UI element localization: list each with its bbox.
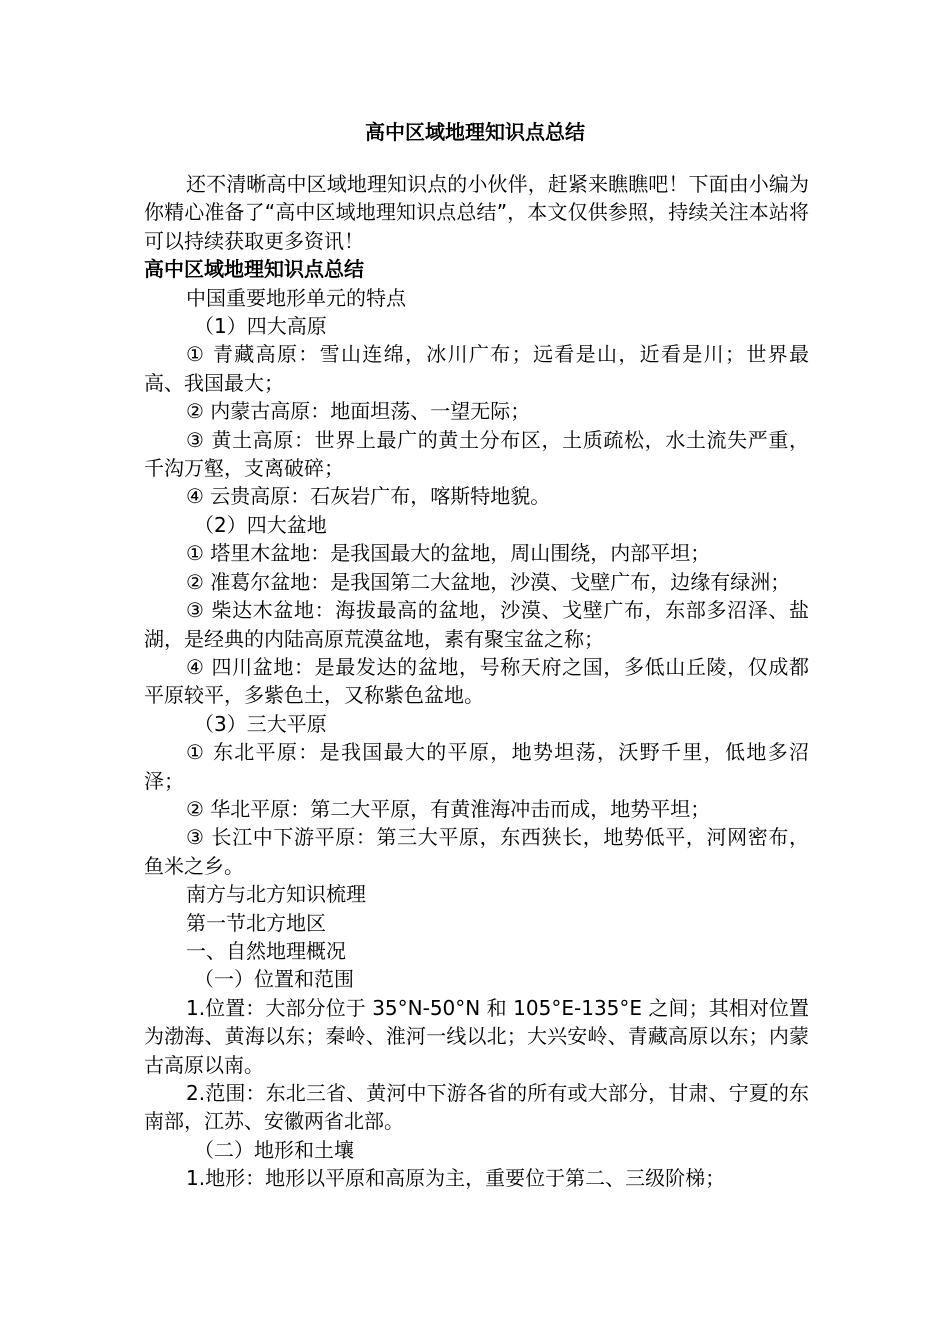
list-heading: （2）四大盆地	[194, 512, 327, 537]
list-item: ① 塔里木盆地：是我国最大的盆地，周山围绕，内部平坦；	[186, 541, 711, 566]
document-title: 高中区域地理知识点总结	[365, 120, 585, 144]
list-heading: （一）位置和范围	[194, 967, 354, 992]
list-heading: （3）三大平原	[194, 711, 327, 736]
list-item: ① 东北平原：是我国最大的平原，地势坦荡，沃野千里，低地多沼泽；	[144, 740, 809, 793]
list-item: ② 准葛尔盆地：是我国第二大盆地，沙漠、戈壁广布，边缘有绿洲；	[186, 569, 791, 594]
section-heading: 高中区域地理知识点总结	[144, 257, 364, 282]
body-paragraph: 1.地形：地形以平原和高原为主，重要位于第二、三级阶梯；	[186, 1166, 726, 1191]
list-item: ② 华北平原：第二大平原，有黄淮海冲击而成，地势平坦；	[186, 796, 711, 821]
list-heading: （二）地形和土壤	[194, 1137, 354, 1162]
list-heading: （1）四大高原	[194, 314, 327, 339]
intro-paragraph: 还不清晰高中区域地理知识点的小伙伴，赶紧来瞧瞧吧！下面由小编为你精心准备了“高中区域地理知识点总结”，本文仅供参照，持续关注本站将可以持续获取更多资讯！	[144, 172, 809, 253]
list-item: ④ 云贵高原：石灰岩广布，喀斯特地貌。	[186, 484, 551, 509]
list-item: ③ 长江中下游平原：第三大平原，东西狭长，地势低平，河网密布，鱼米之乡。	[144, 825, 809, 878]
body-paragraph: 1.位置：大部分位于 35°N-50°N 和 105°E-135°E 之间；其相对位置为渤海、黄海以东；秦岭、淮河一线以北；大兴安岭、青藏高原以东；内蒙古高原以南。	[144, 995, 809, 1077]
body-paragraph: 2.范围：东北三省、黄河中下游各省的所有或大部分，甘肃、宁夏的东南部，江苏、安徽两省北部。	[144, 1081, 809, 1134]
list-item: ① 青藏高原：雪山连绵，冰川广布；远看是山，近看是川；世界最高、我国最大；	[144, 342, 809, 395]
list-item: ② 内蒙古高原：地面坦荡、一望无际；	[186, 399, 531, 424]
document-body	[144, 170, 809, 1193]
subheading: 南方与北方知识梳理	[186, 882, 366, 907]
list-item: ④ 四川盆地：是最发达的盆地，号称天府之国，多低山丘陵，仅成都平原较平，多紫色土，又称紫色盆地。	[144, 654, 809, 708]
subheading: 一、自然地理概况	[186, 938, 346, 963]
list-item: ③ 柴达木盆地：海拔最高的盆地，沙漠、戈壁广布，东部多沼泽、盐湖，是经典的内陆高原荒漠盆地，素有聚宝盆之称；	[144, 598, 809, 651]
subheading: 中国重要地形单元的特点	[186, 285, 406, 310]
subheading: 第一节北方地区	[186, 910, 326, 935]
list-item: ③ 黄土高原：世界上最广的黄土分布区，土质疏松，水土流失严重，千沟万壑，支离破碎；	[144, 427, 809, 481]
